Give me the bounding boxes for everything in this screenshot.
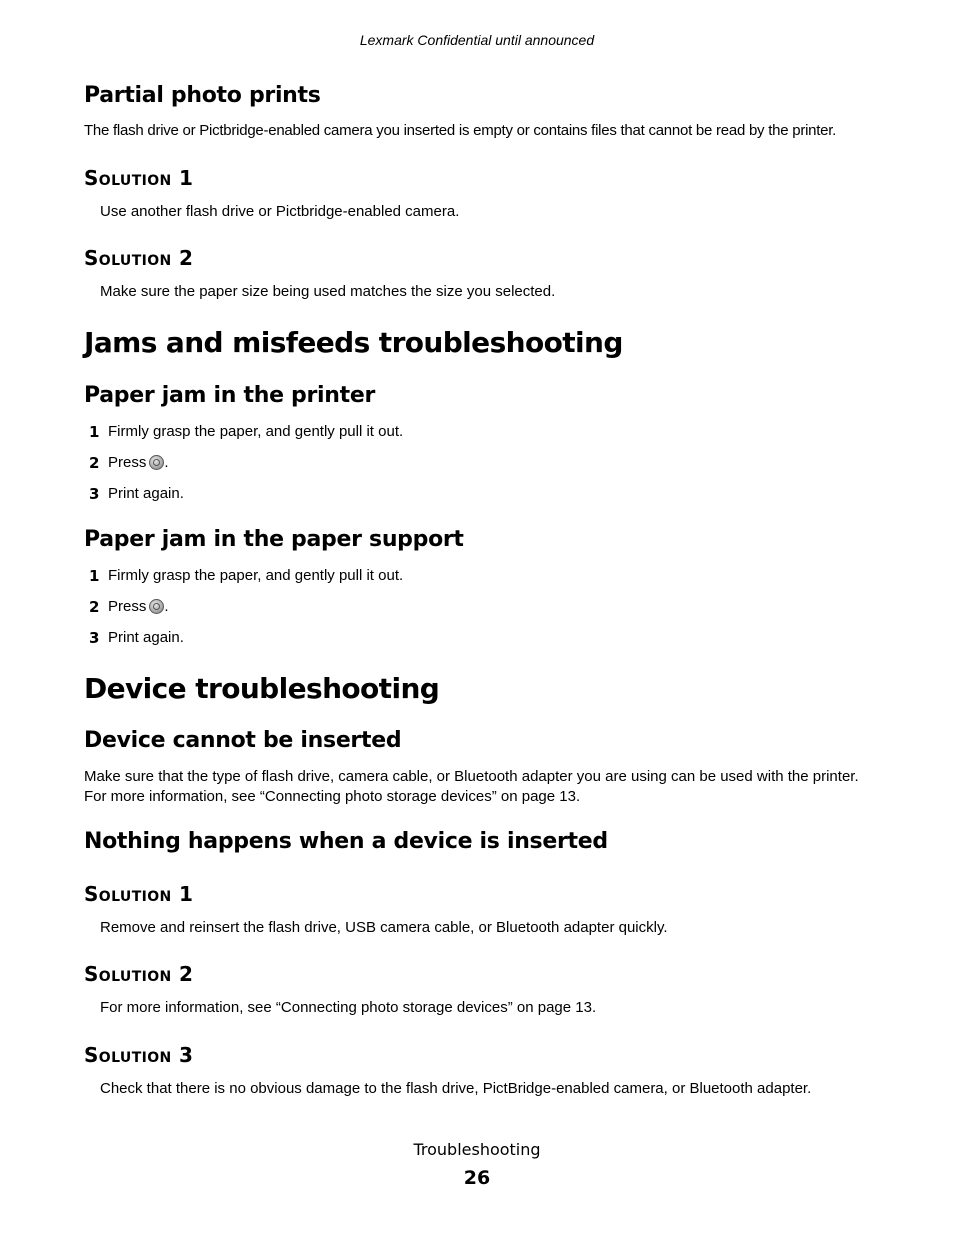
solution-2-text: Make sure the paper size being used matches the size you selected. [100, 283, 556, 300]
step-text: Firmly grasp the paper, and gently pull it out. [108, 423, 404, 440]
step-suffix: . [164, 598, 169, 615]
partial-photo-intro: The flash drive or Pictbridge-enabled camera you inserted is empty or contains files that cannot be read by the printer. [84, 122, 837, 139]
solution-1-heading: Solution 1 [84, 882, 194, 906]
solution-3-text: Check that there is no obvious damage to the flash drive, PictBridge-enabled camera, or Bluetooth adapter. [100, 1080, 812, 1097]
solution-1-text: Remove and reinsert the flash drive, USB camera cable, or Bluetooth adapter quickly. [100, 919, 668, 936]
heading-device-cannot-be-inserted: Device cannot be inserted [84, 728, 402, 753]
solution-1-heading: Solution 1 [84, 166, 194, 190]
solution-2-heading: Solution 2 [84, 246, 194, 270]
heading-device-troubleshooting: Device troubleshooting [84, 672, 440, 705]
step-number: 3 [89, 485, 100, 503]
step-text: Firmly grasp the paper, and gently pull it out. [108, 567, 404, 584]
confidential-note: Lexmark Confidential until announced [359, 32, 595, 48]
heading-paper-jam-support: Paper jam in the paper support [84, 527, 464, 552]
step-text: Print again. [108, 485, 184, 502]
power-button-icon [149, 599, 164, 614]
step-text: Print again. [108, 629, 184, 646]
step-text [108, 598, 169, 615]
solution-3-heading: Solution 3 [84, 1043, 194, 1067]
step-press-label: Press [108, 454, 147, 471]
device-cannot-insert-text: Make sure that the type of flash drive, camera cable, or Bluetooth adapter you are using can be used with the printer. For more information, see “Connecting photo storage devices” on page 13. [84, 768, 859, 805]
heading-paper-jam-printer: Paper jam in the printer [84, 383, 376, 408]
step-suffix: . [164, 454, 169, 471]
solution-1-text: Use another flash drive or Pictbridge-enabled camera. [100, 203, 460, 220]
power-button-icon [149, 455, 164, 470]
heading-nothing-happens: Nothing happens when a device is inserted [84, 829, 608, 854]
footer-section-label: Troubleshooting [413, 1140, 541, 1159]
heading-partial-photo-prints: Partial photo prints [84, 83, 321, 108]
step-number: 3 [89, 629, 100, 647]
step-number: 1 [89, 567, 100, 585]
step-number: 2 [89, 598, 100, 616]
step-number: 2 [89, 454, 100, 472]
step-text [108, 454, 169, 471]
page-number: 26 [463, 1167, 491, 1189]
step-number: 1 [89, 423, 100, 441]
solution-2-heading: Solution 2 [84, 962, 194, 986]
solution-2-text: For more information, see “Connecting photo storage devices” on page 13. [100, 999, 597, 1016]
step-press-label: Press [108, 598, 147, 615]
heading-jams-misfeeds: Jams and misfeeds troubleshooting [84, 326, 623, 359]
